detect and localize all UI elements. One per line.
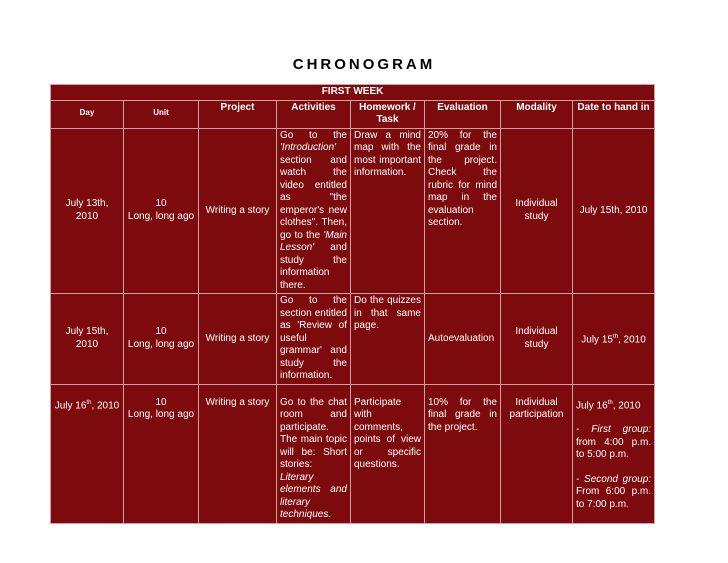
unit-number: 10 [155,326,167,338]
header-day: Day [51,100,124,128]
unit-number: 10 [155,396,167,408]
header-evaluation: Evaluation [425,100,501,128]
table-row [51,384,655,523]
first-group-label: - First group: [576,424,652,436]
modality-cell: Individual participation [501,384,573,523]
second-group-time: From 6:00 p.m. to 7:00 p.m. [576,486,652,510]
project-cell: Writing a story [199,294,277,385]
modality-cell: Individual study [501,128,573,294]
activities-cell: Go to the 'Introduction' section and watch the video entitled as "the emperor's new clothes". Then, go to the 'Main Lesson' and study the information there. [277,128,351,294]
week-header-row [51,85,655,101]
modality-cell: Individual study [501,294,573,385]
first-group-time: from 4:00 p.m. to 5:00 p.m. [576,436,652,461]
homework-cell: Draw a mind map with the most important information. [351,128,425,294]
unit-number: 10 [155,198,167,210]
date-cell: July 15th, 2010 [573,294,655,385]
page-title: CHRONOGRAM [292,56,436,73]
day-cell: July 13th, 2010 [51,128,124,294]
unit-cell [124,294,199,385]
activities-cell: Go to the chat room and participate. The main topic will be: Short stories: Literary elements and literary techniques. [277,384,351,523]
header-date: Date to hand in [573,100,655,128]
header-project: Project [199,100,277,128]
header-activities: Activities [277,100,351,128]
date-cell: July 15th, 2010 [573,128,655,294]
week-label: FIRST WEEK [51,85,655,101]
project-cell: Writing a story [199,128,277,294]
evaluation-cell: 10% for the final grade in the project. [425,384,501,523]
project-cell: Writing a story [199,384,277,523]
unit-name: Long, long ago [127,210,195,222]
date-cell: July 16th, 2010 - First group: from 4:00 p.m. to 5:00 p.m. - Second group: From 6:00 p.m. to 7:00 p.m. [573,384,655,523]
header-modality: Modality [501,100,573,128]
day-cell: July 15th, 2010 [51,294,124,385]
table-row [51,128,655,294]
day-cell: July 16th, 2010 [51,384,124,523]
second-group-label: - Second group: [576,473,652,485]
unit-cell [124,128,199,294]
evaluation-cell: Autoevaluation [425,294,501,385]
evaluation-cell: 20% for the final grade in the project. Check the rubric for mind map in the evaluation section. [425,128,501,294]
column-header-row [51,100,655,128]
header-unit: Unit [124,100,199,128]
homework-cell: Participate with comments, points of view or specific questions. [351,384,425,523]
unit-cell [124,384,199,523]
schedule-table [50,84,655,524]
table-row [51,294,655,385]
header-homework: Homework / Task [351,100,425,128]
homework-cell: Do the quizzes in that same page. [351,294,425,385]
unit-name: Long, long ago [127,409,195,420]
unit-name: Long, long ago [127,338,195,350]
activities-cell: Go to the section entitled as 'Review of useful grammar' and study the information. [277,294,351,385]
